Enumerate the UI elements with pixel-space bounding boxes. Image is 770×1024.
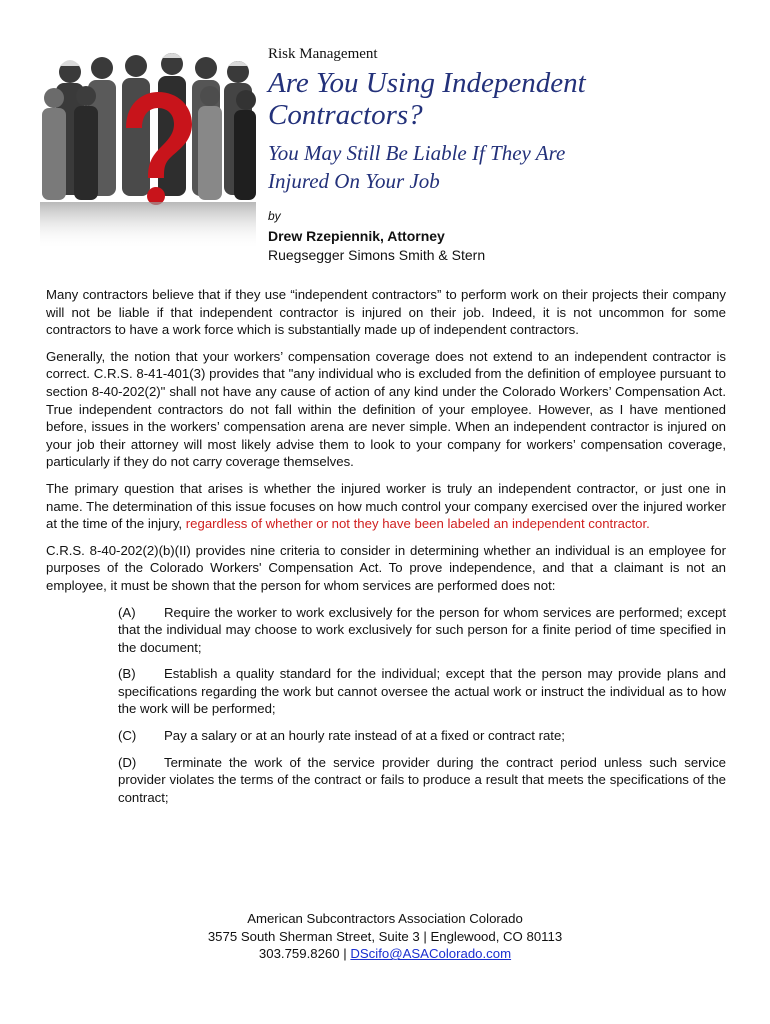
criterion-letter: (B) (118, 666, 136, 682)
article-title (268, 67, 738, 131)
criterion-text: Require the worker to work exclusively for the person for whom services are performed; except that the individual may choose to work exclusively for such person for a finite period of time specified in the document; (118, 604, 726, 655)
footer-email-link[interactable]: DScifo@ASAColorado.com (350, 946, 512, 962)
criterion-text: Terminate the work of the service provider during the contract period unless such service provider violates the terms of the contract or fails to produce a result that meets the specifications of the contract; (118, 754, 726, 805)
criterion-letter: (C) (118, 728, 137, 744)
footer-phone: 303.759.8260 | (258, 946, 351, 962)
article-subtitle (268, 139, 738, 195)
criterion-letter: (A) (118, 604, 136, 620)
paragraph-1: Many contractors believe that if they use “independent contractors” to perform work on their projects their company will not be liable if that independent contractor is injured on their job. Indeed, it is not uncommon for some contractors to have a work force which is substantially made up of independent contractors. (46, 287, 726, 338)
workers-question-mark-image (40, 50, 256, 250)
highlighted-statement: regardless of whether or not they have been labeled an independent contractor. (185, 516, 650, 532)
paragraph-3-text: The primary question that arises is whether the injured worker is truly an independent contractor, or just one in name. The determination of this issue focuses on how much control your company exercised over the injured worker at the time of the injury, (46, 480, 726, 532)
subtitle-line-1: You May Still Be Liable If They Are (268, 141, 566, 165)
category-label: Risk Management (268, 46, 378, 62)
footer-address: 3575 South Sherman Street, Suite 3 | Englewood, CO 80113 (207, 928, 563, 944)
paragraph-3 (46, 480, 726, 533)
criterion-item (118, 604, 726, 657)
author-firm: Ruegsegger Simons Smith & Stern (268, 247, 486, 263)
criterion-item (118, 665, 726, 718)
footer-contact (0, 945, 770, 963)
subtitle-line-2: Injured On Your Job (268, 169, 440, 193)
criterion-text: Establish a quality standard for the individual; except that the person may provide plans and specifications regarding the work but cannot oversee the actual work or instruct the individual as to how the work will be performed; (118, 666, 726, 717)
author-name: Drew Rzepiennik, Attorney (268, 228, 445, 244)
page-footer (0, 910, 770, 963)
criteria-list (118, 604, 726, 807)
criterion-item (118, 754, 726, 807)
title-line-2: Contractors? (268, 99, 423, 131)
criterion-text: Pay a salary or at an hourly rate instead of at a fixed or contract rate; (164, 728, 565, 744)
byline-prefix: by (268, 209, 281, 223)
footer-org: American Subcontractors Association Colorado (247, 911, 523, 926)
paragraph-4: C.R.S. 8-40-202(2)(b)(II) provides nine criteria to consider in determining whether an individual is an employee for purposes of the Colorado Workers' Compensation Act. To prove independence, and that a claimant is not an employee, it must be shown that the person for whom services are performed does not: (46, 542, 726, 593)
criterion-letter: (D) (118, 754, 137, 770)
title-line-1: Are You Using Independent (268, 67, 586, 99)
criterion-item (118, 727, 726, 745)
article-header (268, 46, 738, 263)
paragraph-2: Generally, the notion that your workers’ compensation coverage does not extend to an independent contractor is correct. C.R.S. 8-41-401(3) provides that "any individual who is excluded from the definition of employee pursuant to section 8-40-202(2)" shall not have any cause of action of any kind under the Colorado Workers’ Compensation Act. True independent contractors do not fall within the definition of your employee. However, as I have mentioned before, issues in the workers’ compensation arena are never simple. When an independent contractor is injured on your job their attorney will most likely advise them to look to your company for workers’ compensation coverage, particularly if they do not carry coverage themselves. (46, 348, 726, 470)
article-body (46, 286, 726, 815)
